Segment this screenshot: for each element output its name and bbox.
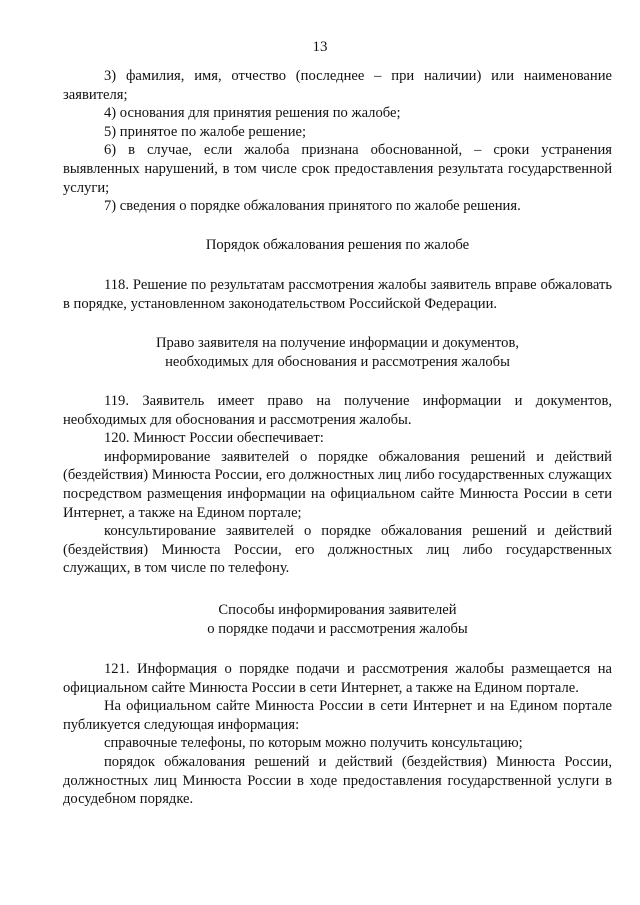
paragraph-119: 119. Заявитель имеет право на получение информации и документов, необходимых для обоснования и рассмотрения жалобы. xyxy=(63,393,612,428)
paragraph-118: 118. Решение по результатам рассмотрения жалобы заявитель вправе обжаловать в порядке, установленном законодательством Российской Федерации. xyxy=(63,277,612,312)
section-heading-line: необходимых для обоснования и рассмотрения жалобы xyxy=(165,353,510,370)
list-item-4: 4) основания для принятия решения по жалобе; xyxy=(104,105,401,122)
list-item-6: 6) в случае, если жалоба признана обоснованной, – сроки устранения выявленных нарушений, в том числе срок предоставления результата государственной услуги; xyxy=(63,142,612,196)
page-number: 13 xyxy=(312,39,328,55)
paragraph-121-phones: справочные телефоны, по которым можно получить консультацию; xyxy=(104,735,523,752)
section-complaint-appeal xyxy=(63,236,612,255)
paragraph-121: 121. Информация о порядке подачи и рассмотрения жалобы размещается на официальном сайте Минюста России в сети Интернет, а также на Едином портале. xyxy=(63,661,612,696)
section-heading-line: о порядке подачи и рассмотрения жалобы xyxy=(207,620,468,637)
section-info-methods xyxy=(63,601,612,638)
section-right-to-info xyxy=(63,334,612,371)
paragraph-118-block xyxy=(63,276,612,313)
paragraph-120-informing: информирование заявителей о порядке обжалования решений и действий (бездействия) Минюста России, его должностных лиц либо государственных служащих посредством размещения информации на официальном сайте Минюста России в сети Интернет, а также на Едином портале; xyxy=(63,448,612,521)
paragraph-120: 120. Минюст России обеспечивает: xyxy=(104,430,324,447)
list-item-3: 3) фамилия, имя, отчество (последнее – при наличии) или наименование заявителя; xyxy=(63,68,612,103)
paragraphs-121 xyxy=(63,660,612,809)
paragraphs-119-120 xyxy=(63,392,612,578)
section-heading-line: Способы информирования заявителей xyxy=(218,602,457,618)
section-heading: Порядок обжалования решения по жалобе xyxy=(205,237,470,253)
paragraph-120-consulting: консультирование заявителей о порядке обжалования решений и действий (бездействия) Минюста России, его должностных лиц либо государственных служащих, в том числе по телефону. xyxy=(63,523,612,577)
paragraph-121-procedure: порядок обжалования решений и действий (бездействия) Минюста России, должностных лиц Минюста России в ходе предоставления государственной услуги в досудебном порядке. xyxy=(63,753,612,808)
document-body xyxy=(63,67,612,216)
paragraph-121-publication: На официальном сайте Минюста России в сети Интернет и на Едином портале публикуется следующая информация: xyxy=(63,698,612,733)
list-item-5: 5) принятое по жалобе решение; xyxy=(104,123,307,140)
list-item-7: 7) сведения о порядке обжалования принятого по жалобе решения. xyxy=(104,198,521,215)
section-heading-line: Право заявителя на получение информации и документов, xyxy=(155,335,520,351)
